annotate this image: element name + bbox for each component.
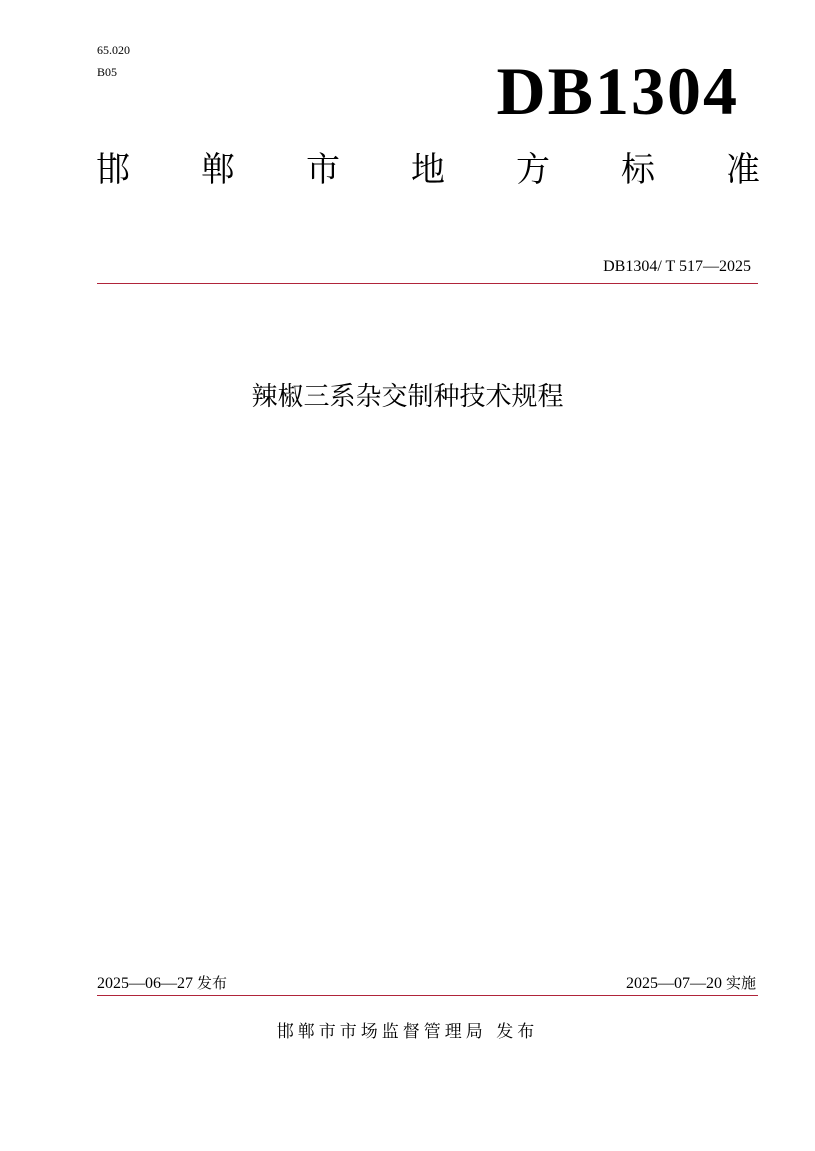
ccs-code: B05	[97, 65, 118, 79]
bottom-divider	[97, 995, 758, 996]
publish-date: 2025—06—27	[97, 975, 193, 992]
implement-date: 2025—07—20	[625, 975, 722, 992]
standard-type-heading	[96, 148, 760, 192]
implement-date-block	[626, 973, 756, 994]
publish-label: 发布	[197, 974, 228, 992]
ics-code: 65.020	[97, 43, 130, 57]
standard-type-char: 准	[726, 150, 760, 190]
document-title: 辣椒三系杂交制种技术规程	[251, 382, 564, 412]
standard-number: DB1304/ T 517—2025	[603, 258, 751, 275]
implement-label: 实施	[725, 974, 756, 992]
standard-type-char: 标	[621, 150, 655, 190]
standard-type-char: 市	[306, 150, 340, 190]
publisher: 邯郸市市场监督管理局 发布	[276, 1022, 539, 1042]
db-code-logo: DB1304	[496, 53, 739, 129]
standard-type-char: 地	[411, 150, 445, 190]
top-divider	[97, 283, 758, 284]
publish-date-block	[97, 973, 227, 994]
standard-type-char: 郸	[201, 150, 235, 190]
standard-type-char: 方	[516, 150, 550, 190]
standard-type-char: 邯	[96, 150, 130, 190]
